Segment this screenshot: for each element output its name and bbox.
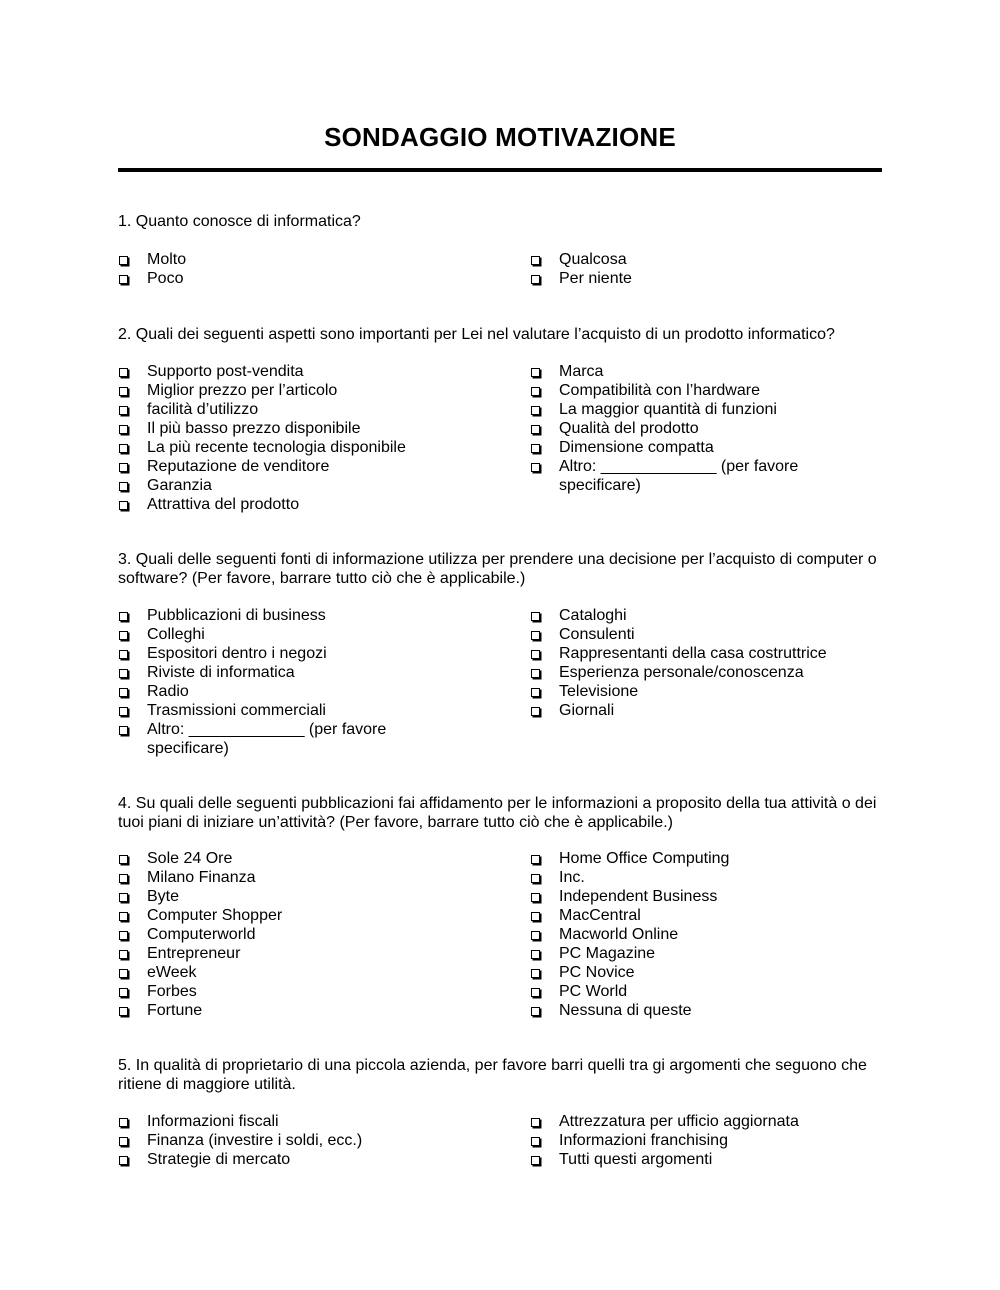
option-checkbox[interactable]	[530, 906, 882, 925]
option-label: Riviste di informatica	[147, 664, 295, 681]
option-label: Altro: _____________ (per favore specificare)	[147, 721, 387, 757]
checkbox-icon[interactable]	[531, 1118, 540, 1127]
checkbox-icon[interactable]	[531, 912, 540, 921]
option-checkbox[interactable]	[118, 381, 448, 400]
checkbox-icon[interactable]	[119, 874, 128, 883]
checkbox-icon[interactable]	[119, 501, 128, 510]
option-label: Il più basso prezzo disponibile	[147, 420, 361, 437]
question-2-right-column	[530, 362, 882, 495]
option-label: Colleghi	[147, 626, 205, 643]
checkbox-icon[interactable]	[531, 874, 540, 883]
title-divider	[118, 168, 882, 172]
option-checkbox[interactable]	[530, 982, 882, 1001]
checkbox-icon[interactable]	[119, 969, 128, 978]
option-checkbox[interactable]	[118, 457, 448, 476]
checkbox-icon[interactable]	[119, 1118, 128, 1127]
checkbox-icon[interactable]	[119, 669, 128, 678]
checkbox-icon[interactable]	[531, 669, 540, 678]
option-label: Molto	[147, 251, 187, 268]
checkbox-icon[interactable]	[531, 931, 540, 940]
option-label: Compatibilità con l’hardware	[559, 382, 760, 399]
option-checkbox[interactable]	[118, 476, 448, 495]
checkbox-icon[interactable]	[531, 1007, 540, 1016]
checkbox-icon[interactable]	[119, 368, 128, 377]
checkbox-icon[interactable]	[119, 406, 128, 415]
option-label: Dimensione compatta	[559, 439, 714, 456]
question-2-text: 2. Quali dei seguenti aspetti sono importanti per Lei nel valutare l’acquisto di un prodotto informatico?	[118, 326, 835, 343]
option-checkbox[interactable]	[118, 495, 448, 514]
checkbox-icon[interactable]	[119, 387, 128, 396]
option-label: Independent Business	[559, 888, 718, 905]
option-label: Per niente	[559, 270, 632, 287]
option-checkbox[interactable]	[118, 1001, 448, 1020]
option-label: Tutti questi argomenti	[559, 1151, 713, 1168]
question-4-right-column	[530, 849, 882, 1020]
checkbox-icon[interactable]	[531, 387, 540, 396]
checkbox-icon[interactable]	[119, 463, 128, 472]
option-checkbox[interactable]	[118, 682, 448, 701]
option-label: Home Office Computing	[559, 850, 730, 867]
option-checkbox[interactable]	[530, 400, 882, 419]
checkbox-icon[interactable]	[119, 893, 128, 902]
checkbox-icon[interactable]	[531, 1156, 540, 1165]
option-checkbox[interactable]	[530, 701, 882, 720]
checkbox-icon[interactable]	[531, 612, 540, 621]
option-checkbox[interactable]	[118, 250, 448, 269]
option-checkbox[interactable]	[118, 644, 448, 663]
option-label: Consulenti	[559, 626, 635, 643]
option-checkbox[interactable]	[118, 868, 448, 887]
checkbox-icon[interactable]	[119, 256, 128, 265]
option-checkbox[interactable]	[530, 457, 819, 495]
question-1-right-column	[530, 250, 882, 288]
option-label: Forbes	[147, 983, 197, 1000]
option-label: Pubblicazioni di business	[147, 607, 326, 624]
option-label: Supporto post-vendita	[147, 363, 304, 380]
question-1-left-column	[118, 250, 448, 288]
option-checkbox[interactable]	[530, 644, 882, 663]
option-checkbox[interactable]	[530, 944, 882, 963]
option-checkbox[interactable]	[530, 963, 882, 982]
option-checkbox[interactable]	[530, 663, 882, 682]
option-checkbox[interactable]	[118, 887, 448, 906]
option-checkbox[interactable]	[118, 400, 448, 419]
option-label: Milano Finanza	[147, 869, 256, 886]
option-checkbox[interactable]	[118, 606, 448, 625]
option-checkbox[interactable]	[530, 606, 882, 625]
option-checkbox[interactable]	[530, 1131, 882, 1150]
checkbox-icon[interactable]	[531, 444, 540, 453]
option-label: Informazioni franchising	[559, 1132, 728, 1149]
option-checkbox[interactable]	[118, 419, 448, 438]
checkbox-icon[interactable]	[119, 1007, 128, 1016]
page-title: SONDAGGIO MOTIVAZIONE	[324, 122, 676, 152]
option-label: Sole 24 Ore	[147, 850, 233, 867]
option-checkbox[interactable]	[530, 925, 882, 944]
option-checkbox[interactable]	[118, 1131, 448, 1150]
checkbox-icon[interactable]	[531, 650, 540, 659]
option-checkbox[interactable]	[118, 849, 448, 868]
option-checkbox[interactable]	[530, 625, 882, 644]
option-label: Strategie di mercato	[147, 1151, 291, 1168]
option-label: Altro: _____________ (per favore specificare)	[559, 458, 799, 494]
checkbox-icon[interactable]	[119, 444, 128, 453]
option-checkbox[interactable]	[530, 419, 882, 438]
option-checkbox[interactable]	[118, 269, 448, 288]
option-checkbox[interactable]	[530, 682, 882, 701]
checkbox-icon[interactable]	[119, 988, 128, 997]
option-label: MacCentral	[559, 907, 641, 924]
option-label: Trasmissioni commerciali	[147, 702, 326, 719]
option-checkbox[interactable]	[530, 381, 882, 400]
option-label: Fortune	[147, 1002, 203, 1019]
option-label: Miglior prezzo per l’articolo	[147, 382, 338, 399]
question-4-text: 4. Su quali delle seguenti pubblicazioni fai affidamento per le informazioni a proposito della tua attività o dei tuoi piani di iniziare un’attività? (Per favore, barrare tutto ciò che è applicabile.)	[118, 795, 877, 831]
option-checkbox[interactable]	[118, 963, 448, 982]
option-checkbox[interactable]	[118, 925, 448, 944]
option-label: Computerworld	[147, 926, 256, 943]
option-label: PC Novice	[559, 964, 635, 981]
option-label: Espositori dentro i negozi	[147, 645, 327, 662]
option-checkbox[interactable]	[118, 701, 448, 720]
option-checkbox[interactable]	[530, 849, 882, 868]
checkbox-icon[interactable]	[119, 726, 128, 735]
option-label: Qualità del prodotto	[559, 420, 699, 437]
option-checkbox[interactable]	[118, 1150, 448, 1169]
checkbox-icon[interactable]	[531, 855, 540, 864]
checkbox-icon[interactable]	[119, 912, 128, 921]
checkbox-icon[interactable]	[531, 425, 540, 434]
option-label: Qualcosa	[559, 251, 627, 268]
option-checkbox[interactable]	[118, 362, 448, 381]
option-checkbox[interactable]	[530, 250, 882, 269]
checkbox-icon[interactable]	[531, 256, 540, 265]
option-checkbox[interactable]	[118, 663, 448, 682]
question-1-text: 1. Quanto conosce di informatica?	[118, 213, 361, 230]
option-label: Poco	[147, 270, 184, 287]
checkbox-icon[interactable]	[531, 631, 540, 640]
checkbox-icon[interactable]	[119, 931, 128, 940]
option-label: Attrattiva del prodotto	[147, 496, 300, 513]
checkbox-icon[interactable]	[531, 1137, 540, 1146]
option-checkbox[interactable]	[118, 982, 448, 1001]
question-2-left-column	[118, 362, 448, 514]
question-5-text: 5. In qualità di proprietario di una piccola azienda, per favore barri quelli tra gi argomenti che seguono che ritiene di maggiore utilità.	[118, 1057, 867, 1093]
option-label: Byte	[147, 888, 180, 905]
question-5-right-column	[530, 1112, 882, 1169]
option-label: Televisione	[559, 683, 639, 700]
option-label: Finanza (investire i soldi, ecc.)	[147, 1132, 363, 1149]
checkbox-icon[interactable]	[119, 612, 128, 621]
question-3-right-column	[530, 606, 882, 720]
option-checkbox[interactable]	[118, 438, 448, 457]
question-3-left-column	[118, 606, 448, 758]
checkbox-icon[interactable]	[119, 1156, 128, 1165]
checkbox-icon[interactable]	[531, 950, 540, 959]
option-label: Attrezzatura per ufficio aggiornata	[559, 1113, 799, 1130]
option-checkbox[interactable]	[530, 362, 882, 381]
checkbox-icon[interactable]	[119, 631, 128, 640]
option-checkbox[interactable]	[118, 906, 448, 925]
option-label: eWeek	[147, 964, 197, 981]
option-checkbox[interactable]	[530, 438, 882, 457]
option-label: Radio	[147, 683, 189, 700]
option-label: La più recente tecnologia disponibile	[147, 439, 406, 456]
option-label: Inc.	[559, 869, 585, 886]
checkbox-icon[interactable]	[531, 406, 540, 415]
option-label: Macworld Online	[559, 926, 679, 943]
checkbox-icon[interactable]	[531, 463, 540, 472]
option-label: Informazioni fiscali	[147, 1113, 279, 1130]
checkbox-icon[interactable]	[531, 688, 540, 697]
option-checkbox[interactable]	[530, 1112, 882, 1131]
checkbox-icon[interactable]	[531, 969, 540, 978]
checkbox-icon[interactable]	[119, 1137, 128, 1146]
question-3-text: 3. Quali delle seguenti fonti di informazione utilizza per prendere una decisione per l’acquisto di computer o software? (Per favore, barrare tutto ciò che è applicabile.)	[118, 551, 877, 587]
option-checkbox[interactable]	[530, 868, 882, 887]
checkbox-icon[interactable]	[531, 893, 540, 902]
checkbox-icon[interactable]	[119, 650, 128, 659]
checkbox-icon[interactable]	[119, 855, 128, 864]
option-label: Marca	[559, 363, 604, 380]
option-checkbox[interactable]	[118, 625, 448, 644]
option-checkbox[interactable]	[118, 720, 417, 758]
option-label: Esperienza personale/conoscenza	[559, 664, 804, 681]
question-4-left-column	[118, 849, 448, 1020]
option-label: facilità d’utilizzo	[147, 401, 259, 418]
option-checkbox[interactable]	[530, 887, 882, 906]
option-checkbox[interactable]	[118, 944, 448, 963]
option-checkbox[interactable]	[530, 1001, 882, 1020]
option-label: Nessuna di queste	[559, 1002, 692, 1019]
checkbox-icon[interactable]	[119, 950, 128, 959]
option-label: Computer Shopper	[147, 907, 283, 924]
option-label: La maggior quantità di funzioni	[559, 401, 777, 418]
checkbox-icon[interactable]	[119, 707, 128, 716]
checkbox-icon[interactable]	[119, 482, 128, 491]
option-checkbox[interactable]	[118, 1112, 448, 1131]
option-label: Reputazione de venditore	[147, 458, 330, 475]
option-label: Entrepreneur	[147, 945, 241, 962]
option-checkbox[interactable]	[530, 1150, 882, 1169]
option-label: Giornali	[559, 702, 615, 719]
option-label: PC Magazine	[559, 945, 656, 962]
checkbox-icon[interactable]	[531, 988, 540, 997]
option-label: Garanzia	[147, 477, 212, 494]
question-5-left-column	[118, 1112, 448, 1169]
checkbox-icon[interactable]	[119, 425, 128, 434]
option-label: PC World	[559, 983, 628, 1000]
checkbox-icon[interactable]	[531, 368, 540, 377]
checkbox-icon[interactable]	[119, 275, 128, 284]
checkbox-icon[interactable]	[119, 688, 128, 697]
checkbox-icon[interactable]	[531, 275, 540, 284]
option-checkbox[interactable]	[530, 269, 882, 288]
checkbox-icon[interactable]	[531, 707, 540, 716]
option-label: Cataloghi	[559, 607, 627, 624]
option-label: Rappresentanti della casa costruttrice	[559, 645, 827, 662]
